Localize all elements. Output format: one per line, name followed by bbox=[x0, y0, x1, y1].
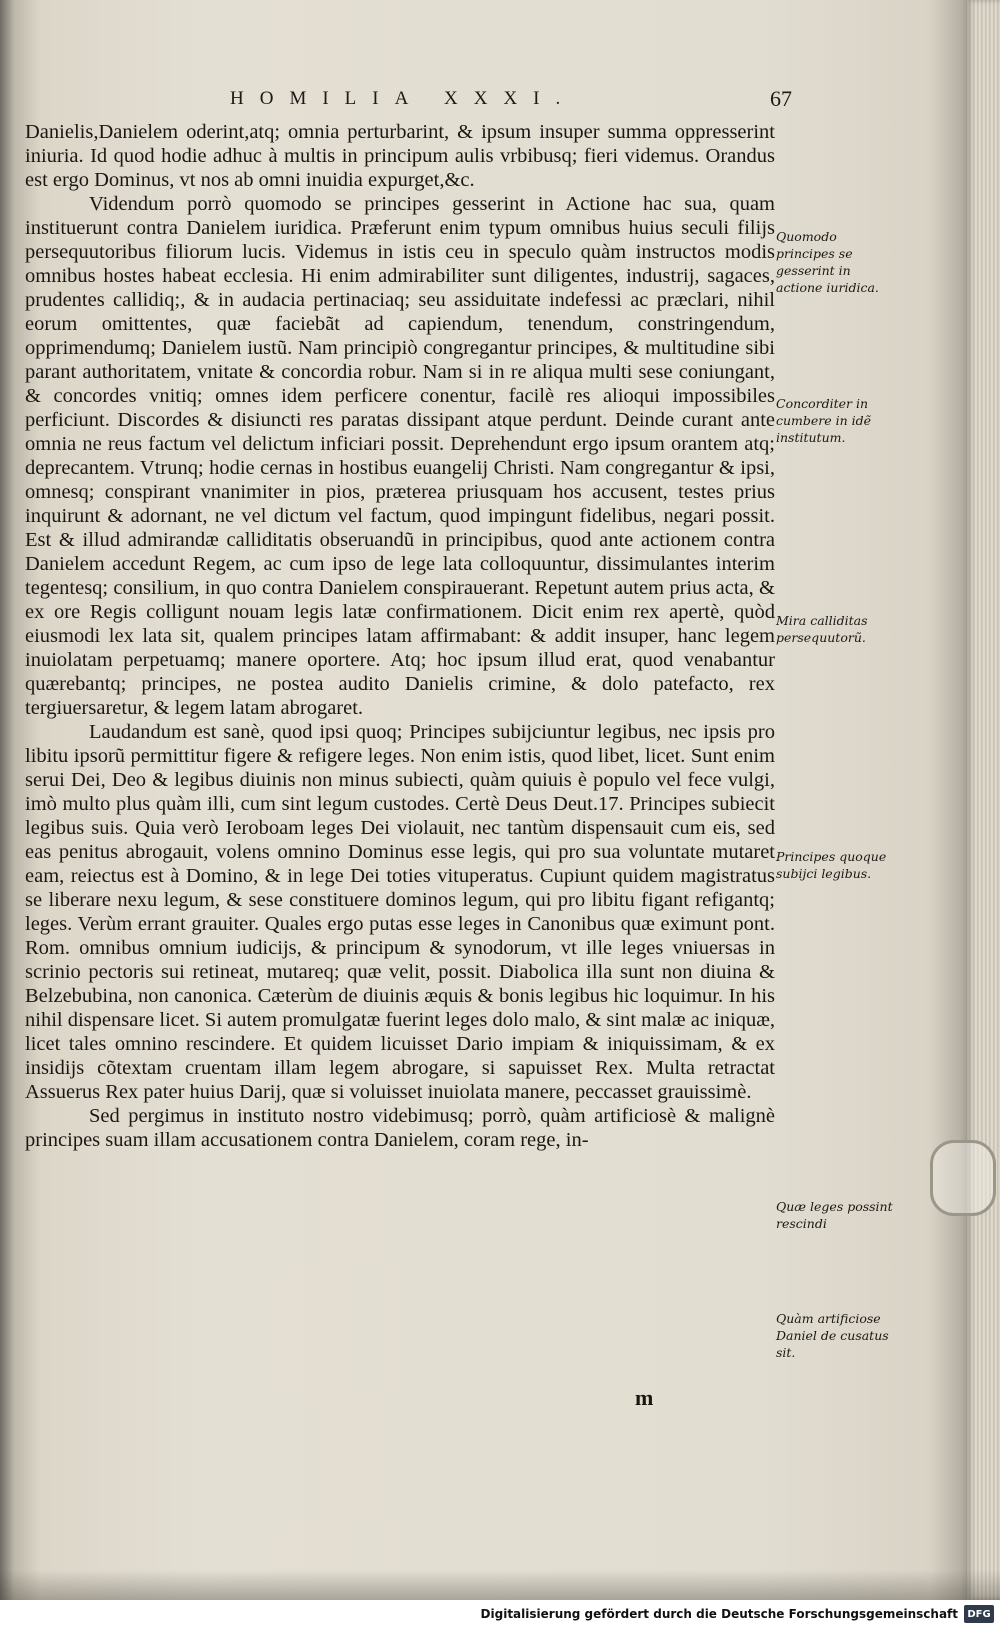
paragraph: Videndum porrò quomodo se principes gesserint in Actione hac sua, quam instituerunt contra Danielem iuridica. Præferunt enim typum omnibus huius seculi filijs persequutoribus filiorum lucis. Videmus in istis ceu in speculo quàm instructos modis omnibus hostes habeat ecclesia. Hi enim admirabiliter sunt diligentes, industrij, sagaces, prudentes callidiq;, & in audacia pertinaciaq; seu assiduitate indefessi ac præclari, nihil eorum omittentes, quæ faciebãt ad capiendum, tenendum, constringendum, opprimendumq; Danielem iustũ. Nam principiò congregantur principes, & multitudine sibi parant authoritatem, vnitate & concordia robur. Nam si in re aliqua multi sese coniungant, & concordes vnitiq; omnes idem perficere conentur, facilè res alioqui impossibiles perficiunt. Discordes & disiuncti res paratas dissipant atque perdunt. Deinde curant ante omnia ne reus factum vel delictum inficiari possit. Deprehendunt ergo ipsum orantem atq; deprecantem. Vtrunq; hodie cernas in hostibus euangelij Christi. Nam congregantur & ipsi, omnesq; conspirant vnanimiter in pios, præterea priusquam hos accusent, testes prius inquirunt & adornant, ne vel dictum vel factum, quod impingunt fidelibus, negari possit. Est & illud admirandæ calliditatis obseruandũ in principibus, quod ante actionem contra Danielem accedunt Regem, ac cum ipso de lege lata colloquuntur, dissimulantes interim tegentesq; consilium, in quo contra Danielem conspirauerant. Repetunt autem prius acta, & ex ore Regis colligunt nouam legis latæ confirmationem. Dicit enim rex apertè, quòd eiusmodi lex lata sit, qualem principes latam affirmabant: & addit insuper, hanc legem inuiolatam perpetuamq; manere oportere. Atq; hoc ipsum illud erat, quod venabantur quærebantq; principes, ne postea audito Danielis crimine, & dolo patefacto, rex tergiuersaretur, & legem latam abrogaret. bbox=[25, 193, 775, 719]
paragraph: Danielis,Danielem oderint,atq; omnia perturbarint, & ipsum insuper summa oppresserint iniuria. Id quod hodie adhuc à multis in principum aulis vrbibusq; fieri videmus. Orandus est ergo Dominus, vt nos ab omni inuidia expurget,&c. bbox=[25, 121, 775, 191]
marginal-note: Quæ leges possint rescindi bbox=[776, 1199, 893, 1231]
marginal-note: Concorditer in cumbere in idẽ institutum. bbox=[776, 396, 872, 445]
book-page-edges bbox=[966, 0, 1000, 1600]
marginal-note: Principes quoque subijci legibus. bbox=[776, 849, 887, 881]
footer-bar bbox=[0, 1600, 1000, 1630]
running-head: HOMILIA XXXI. bbox=[230, 88, 577, 109]
signature-mark: m bbox=[635, 1385, 654, 1410]
funding-credit: Digitalisierung gefördert durch die Deutsche Forschungsgemeinschaft bbox=[480, 1607, 958, 1621]
marginal-note: Mira calliditas persequutorũ. bbox=[776, 613, 868, 645]
binding-strap bbox=[930, 1140, 996, 1216]
paragraph: Sed pergimus in instituto nostro videbimusq; porrò, quàm artificiosè & malignè principes suam illam accusationem contra Danielem, coram rege, in- bbox=[25, 1105, 775, 1151]
main-text-block bbox=[25, 120, 775, 1152]
dfg-logo: DFG bbox=[964, 1605, 994, 1623]
bottom-shadow bbox=[0, 1570, 1000, 1600]
page-header bbox=[230, 88, 800, 118]
folio-number: 67 bbox=[770, 86, 792, 111]
marginal-note: Quàm artificiose Daniel de cusatus sit. bbox=[776, 1311, 889, 1360]
paragraph: Laudandum est sanè, quod ipsi quoq; Principes subijciuntur legibus, nec ipsis pro libitu ipsorũ permittitur figere & refigere leges. Non enim istis, quod libet, licet. Sunt enim serui Dei, Deo & legibus diuinis non minus subiecti, quàm quiuis è populo vel fece vulgi, imò multo plus quàm illi, cum sint legum custodes. Certè Deus Deut.17. Principes subiecit legibus suis. Quia verò Ieroboam leges Dei violauit, nec tantùm dispensauit cum eis, sed eas penitus abrogauit, volens omnino Dominus esse legis, qui pro sua voluntate mutaret eam, reiectus est à Domino, & in lege Dei toties vituperatus. Cupiunt quidem magistratus se liberare nexu legum, & sese constituere dominos legum, qui pro libitu figant refigantq; leges. Verùm errant grauiter. Quales ergo putas esse leges in Canonibus quæ eximunt pont. Rom. omnibus omnium iudicijs, & principum & synodorum, vt ille leges vniuersas in scrinio pectoris sui retineat, mutareq; quæ velit, possit. Diabolica illa sunt non diuina & Belzebubina, non canonica. Cæterùm de diuinis æquis & bonis legibus hic loquimur. In his nihil dispensare licet. Si autem promulgatæ fuerint leges dolo malo, & sint malæ ac iniquæ, licet tales omnino rescindere. Et quidem licuisset Dario impiam & iniquissimam, & ex insidijs cõtextam cruentam illam legem abrogare, si sapuisset Rex. Multa retractat Assuerus Rex pater huius Darij, quæ si voluisset inuiolata manere, peccasset grauissimè. bbox=[25, 721, 775, 1103]
marginal-note: Quomodo principes se gesserint in actione iuridica. bbox=[776, 229, 879, 295]
